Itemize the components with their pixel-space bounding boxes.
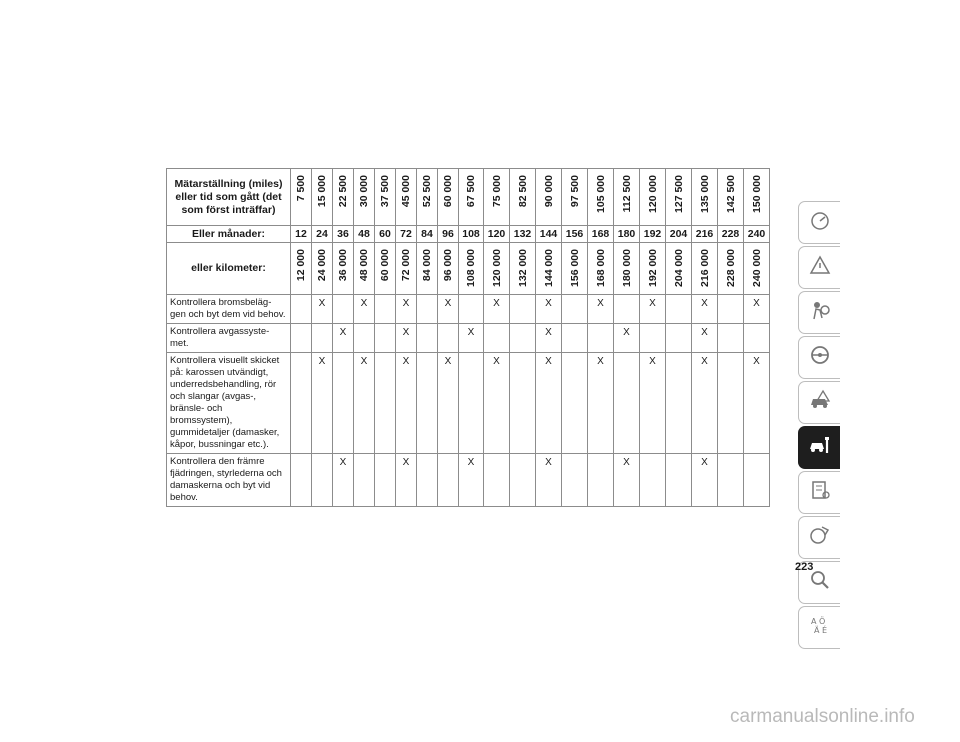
service-mark — [614, 353, 640, 454]
service-mark: X — [536, 353, 562, 454]
miles-cell — [588, 169, 614, 226]
km-cell — [459, 243, 484, 295]
miles-cell — [312, 169, 333, 226]
months-value: 84 — [417, 226, 438, 243]
miles-value: 82 500 — [516, 175, 529, 208]
months-label: Eller månader: — [167, 226, 291, 243]
miles-cell — [692, 169, 718, 226]
chapter-tab[interactable] — [798, 201, 840, 244]
service-description: Kontrollera avgassyste-met. — [167, 324, 291, 353]
miles-cell — [510, 169, 536, 226]
service-row — [167, 295, 770, 324]
service-mark: X — [438, 353, 459, 454]
chapter-tab[interactable] — [798, 606, 840, 649]
months-value: 96 — [438, 226, 459, 243]
miles-value: 45 000 — [400, 175, 412, 208]
service-mark — [291, 353, 312, 454]
service-mark — [291, 454, 312, 507]
service-mark: X — [354, 295, 375, 324]
service-mark — [417, 454, 438, 507]
service-mark: X — [459, 324, 484, 353]
warning-message-icon — [808, 253, 832, 282]
km-value: 108 000 — [465, 249, 477, 287]
miles-cell — [536, 169, 562, 226]
miles-header-row — [167, 169, 770, 226]
car-service-tools-icon — [808, 433, 832, 462]
service-mark: X — [614, 324, 640, 353]
miles-value: 112 500 — [620, 175, 633, 213]
service-mark — [718, 454, 744, 507]
months-value: 108 — [459, 226, 484, 243]
kilometers-row — [167, 243, 770, 295]
service-mark: X — [396, 454, 417, 507]
service-mark: X — [354, 353, 375, 454]
km-cell — [354, 243, 375, 295]
km-cell — [692, 243, 718, 295]
miles-value: 15 000 — [316, 175, 328, 208]
km-value: 204 000 — [672, 249, 685, 287]
miles-value: 37 500 — [379, 175, 391, 208]
service-mark — [562, 324, 588, 353]
service-mark — [562, 353, 588, 454]
miles-cell — [438, 169, 459, 226]
service-mark: X — [459, 454, 484, 507]
service-mark — [666, 295, 692, 324]
service-mark: X — [640, 295, 666, 324]
service-row — [167, 353, 770, 454]
service-description: Kontrollera visuellt skicket på: karossen utvändigt, underredsbehandling, rör och slangar (avgas-, bränsle- och bromssystem), gummidetaljer (damasker, kåpor, bussningar etc.). — [167, 353, 291, 454]
miles-value: 105 000 — [594, 175, 607, 213]
miles-cell — [666, 169, 692, 226]
multimedia-icon — [808, 523, 832, 552]
miles-value: 135 000 — [698, 175, 711, 213]
km-value: 168 000 — [594, 249, 607, 287]
km-value: 192 000 — [646, 249, 659, 287]
months-row — [167, 226, 770, 243]
miles-value: 30 000 — [358, 175, 370, 208]
service-mark: X — [536, 454, 562, 507]
km-value: 180 000 — [620, 249, 633, 287]
maintenance-schedule-table — [166, 168, 770, 507]
service-mark: X — [744, 295, 770, 324]
kilometers-label: eller kilometer: — [167, 243, 291, 295]
months-value: 168 — [588, 226, 614, 243]
svg-text:A Ö: A Ö — [810, 617, 825, 626]
service-mark: X — [396, 324, 417, 353]
specifications-list-icon — [808, 478, 832, 507]
chapter-tab[interactable] — [798, 471, 840, 514]
service-mark: X — [438, 295, 459, 324]
km-value: 24 000 — [316, 249, 328, 282]
chapter-tab[interactable] — [798, 336, 840, 379]
km-cell — [396, 243, 417, 295]
chapter-tabs — [798, 201, 840, 651]
service-mark — [718, 324, 744, 353]
service-mark — [459, 295, 484, 324]
safety-airbag-icon — [808, 298, 832, 327]
service-mark — [718, 295, 744, 324]
service-mark — [614, 295, 640, 324]
miles-value: 75 000 — [490, 175, 503, 208]
miles-cell — [640, 169, 666, 226]
km-value: 156 000 — [568, 249, 581, 287]
km-cell — [536, 243, 562, 295]
service-mark: X — [396, 295, 417, 324]
miles-cell — [333, 169, 354, 226]
miles-cell — [354, 169, 375, 226]
months-value: 192 — [640, 226, 666, 243]
service-mark — [510, 353, 536, 454]
miles-cell — [459, 169, 484, 226]
service-mark — [417, 295, 438, 324]
service-mark — [562, 454, 588, 507]
service-mark — [484, 454, 510, 507]
service-mark: X — [312, 295, 333, 324]
service-mark — [417, 324, 438, 353]
km-cell — [417, 243, 438, 295]
page-number: 223 — [795, 561, 814, 573]
months-value: 204 — [666, 226, 692, 243]
months-value: 228 — [718, 226, 744, 243]
service-mark — [718, 353, 744, 454]
service-mark: X — [692, 353, 718, 454]
months-value: 180 — [614, 226, 640, 243]
months-value: 216 — [692, 226, 718, 243]
service-mark — [744, 324, 770, 353]
chapter-tab[interactable] — [798, 291, 840, 334]
chapter-tab[interactable] — [798, 381, 840, 424]
km-value: 60 000 — [379, 249, 391, 282]
chapter-tab[interactable] — [798, 516, 840, 559]
km-value: 72 000 — [400, 249, 412, 282]
months-value: 132 — [510, 226, 536, 243]
service-mark — [312, 454, 333, 507]
km-cell — [666, 243, 692, 295]
miles-cell — [291, 169, 312, 226]
miles-value: 120 000 — [646, 175, 659, 213]
service-mark — [354, 454, 375, 507]
miles-value: 90 000 — [542, 175, 555, 208]
service-mark: X — [588, 295, 614, 324]
miles-value: 60 000 — [442, 175, 454, 208]
miles-cell — [417, 169, 438, 226]
months-value: 144 — [536, 226, 562, 243]
km-cell — [375, 243, 396, 295]
svg-text:Ä É: Ä É — [813, 626, 827, 635]
service-mark: X — [536, 324, 562, 353]
months-value: 24 — [312, 226, 333, 243]
months-value: 156 — [562, 226, 588, 243]
service-mark: X — [396, 353, 417, 454]
months-value: 12 — [291, 226, 312, 243]
km-cell — [312, 243, 333, 295]
miles-value: 22 500 — [337, 175, 349, 208]
service-mark — [666, 353, 692, 454]
km-value: 228 000 — [724, 249, 737, 287]
service-mark: X — [744, 353, 770, 454]
service-mark — [354, 324, 375, 353]
service-mark: X — [692, 454, 718, 507]
chapter-tab[interactable] — [798, 426, 840, 469]
service-mark — [562, 295, 588, 324]
months-value: 60 — [375, 226, 396, 243]
service-mark — [438, 454, 459, 507]
km-value: 216 000 — [698, 249, 711, 287]
service-description: Kontrollera bromsbeläg-gen och byt dem vid behov. — [167, 295, 291, 324]
service-mark — [484, 324, 510, 353]
service-mark — [459, 353, 484, 454]
service-mark: X — [588, 353, 614, 454]
km-value: 12 000 — [295, 249, 307, 282]
miles-cell — [744, 169, 770, 226]
km-cell — [614, 243, 640, 295]
km-value: 84 000 — [421, 249, 433, 282]
miles-value: 7 500 — [295, 175, 307, 202]
km-cell — [588, 243, 614, 295]
service-mark — [375, 353, 396, 454]
service-mark — [510, 324, 536, 353]
km-value: 144 000 — [542, 249, 555, 287]
service-mark — [375, 295, 396, 324]
miles-cell — [375, 169, 396, 226]
km-cell — [744, 243, 770, 295]
service-mark — [438, 324, 459, 353]
months-value: 120 — [484, 226, 510, 243]
service-mark: X — [484, 295, 510, 324]
service-mark: X — [536, 295, 562, 324]
service-mark — [333, 353, 354, 454]
service-mark: X — [692, 324, 718, 353]
service-mark — [375, 454, 396, 507]
km-cell — [484, 243, 510, 295]
service-description: Kontrollera den främre fjädringen, styrlederna och damaskerna och byt vid behov. — [167, 454, 291, 507]
service-mark: X — [614, 454, 640, 507]
service-mark: X — [640, 353, 666, 454]
service-row — [167, 324, 770, 353]
km-cell — [562, 243, 588, 295]
km-cell — [291, 243, 312, 295]
km-value: 240 000 — [750, 249, 763, 287]
language-index-icon — [808, 613, 832, 642]
car-emergency-icon — [808, 388, 832, 417]
km-cell — [640, 243, 666, 295]
km-cell — [333, 243, 354, 295]
km-value: 120 000 — [490, 249, 503, 287]
service-mark — [666, 454, 692, 507]
miles-value: 150 000 — [750, 175, 763, 213]
service-mark: X — [692, 295, 718, 324]
months-value: 72 — [396, 226, 417, 243]
service-mark — [417, 353, 438, 454]
miles-value: 52 500 — [421, 175, 433, 208]
service-mark — [640, 324, 666, 353]
km-value: 48 000 — [358, 249, 370, 282]
km-cell — [718, 243, 744, 295]
service-mark — [510, 295, 536, 324]
service-mark — [291, 324, 312, 353]
months-value: 36 — [333, 226, 354, 243]
service-mark — [375, 324, 396, 353]
service-mark: X — [484, 353, 510, 454]
miles-value: 142 500 — [724, 175, 737, 213]
km-value: 36 000 — [337, 249, 349, 282]
service-mark — [640, 454, 666, 507]
chapter-tab[interactable] — [798, 246, 840, 289]
service-mark — [588, 454, 614, 507]
service-mark — [312, 324, 333, 353]
watermark: carmanualsonline.info — [730, 706, 915, 727]
miles-value: 97 500 — [568, 175, 581, 208]
service-row — [167, 454, 770, 507]
service-mark: X — [312, 353, 333, 454]
steering-wheel-icon — [808, 343, 832, 372]
service-mark — [666, 324, 692, 353]
miles-value: 67 500 — [465, 175, 477, 208]
service-mark: X — [333, 324, 354, 353]
service-mark — [744, 454, 770, 507]
service-mark — [510, 454, 536, 507]
miles-cell — [562, 169, 588, 226]
miles-cell — [484, 169, 510, 226]
km-cell — [510, 243, 536, 295]
miles-value: 127 500 — [672, 175, 685, 213]
miles-cell — [396, 169, 417, 226]
km-value: 96 000 — [442, 249, 454, 282]
service-mark — [291, 295, 312, 324]
service-mark — [333, 295, 354, 324]
service-mark — [588, 324, 614, 353]
speedometer-info-icon — [808, 208, 832, 237]
service-mark: X — [333, 454, 354, 507]
km-cell — [438, 243, 459, 295]
miles-cell — [614, 169, 640, 226]
miles-cell — [718, 169, 744, 226]
months-value: 240 — [744, 226, 770, 243]
km-value: 132 000 — [516, 249, 529, 287]
odometer-header-label: Mätarställning (miles) eller tid som gått (det som först inträffar) — [167, 169, 291, 226]
months-value: 48 — [354, 226, 375, 243]
